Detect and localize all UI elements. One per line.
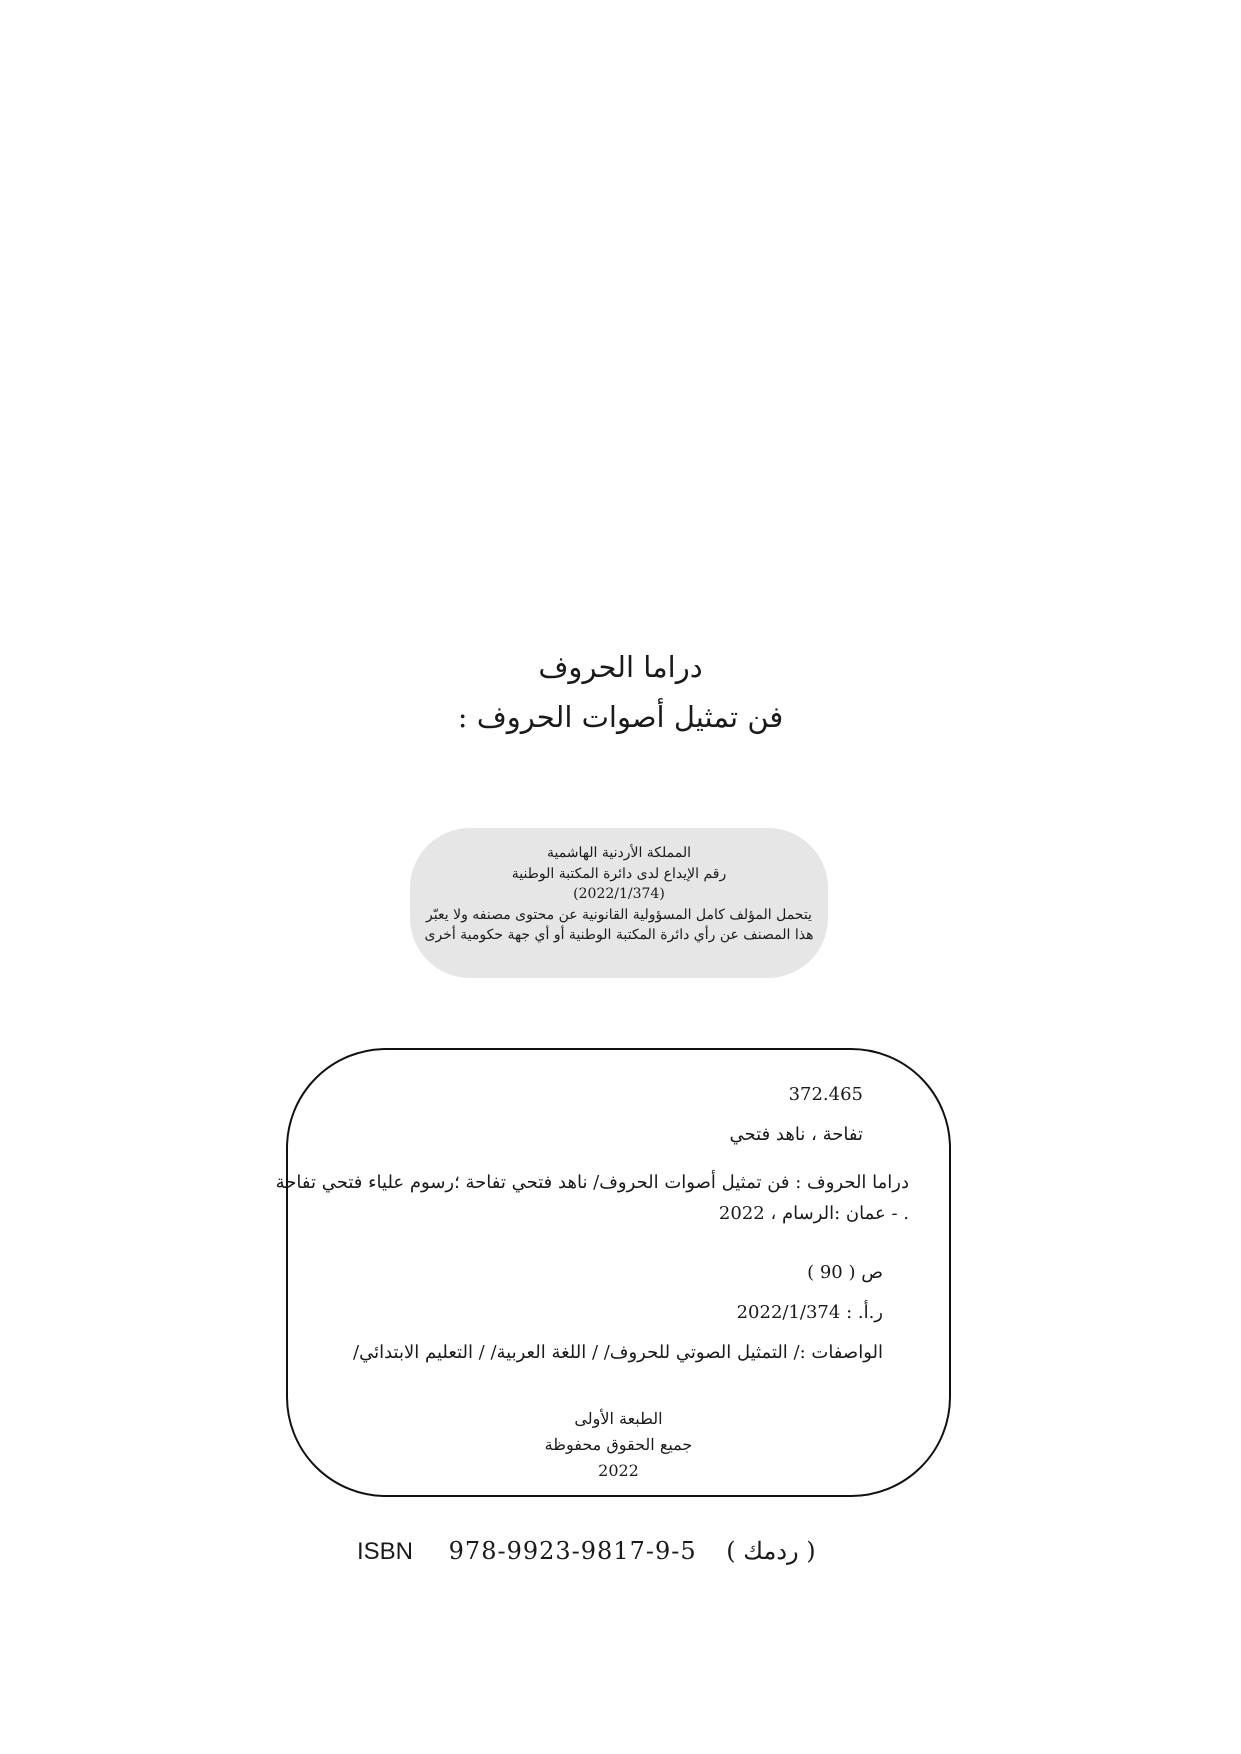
legal-line-disclaimer: هذا المصنف عن رأي دائرة المكتبة الوطنية أو أي جهة حكومية أخرى <box>424 927 814 943</box>
isbn-number: 978-9923-9817-9-5 <box>448 1537 697 1565</box>
edition-block <box>288 1406 949 1484</box>
isbn-label: ISBN <box>357 1538 414 1565</box>
catalog-keywords: الواصفات :/ التمثيل الصوتي للحروف/ / اللغة العربية/ / التعليم الابتدائي/ <box>353 1342 883 1363</box>
class-number: 372.465 <box>788 1084 863 1105</box>
edition-label: الطبعة الأولى <box>574 1409 663 1428</box>
legal-line-responsibility: يتحمل المؤلف كامل المسؤولية القانونية عن محتوى مصنفه ولا يعبّر <box>426 906 812 923</box>
book-subtitle: فن تمثيل أصوات الحروف : <box>457 700 784 734</box>
catalog-publication: . - عمان :الرسام ، 2022 <box>718 1203 909 1224</box>
catalog-pages: ص ( 90 ) <box>807 1262 883 1283</box>
catalog-deposit-number: ر.أ. : 2022/1/374 <box>736 1302 883 1323</box>
catalog-description: دراما الحروف : فن تمثيل أصوات الحروف/ ناهد فتحي تفاحة ؛رسوم علياء فتحي تفاحة <box>275 1172 909 1193</box>
legal-line-country: المملكة الأردنية الهاشمية <box>546 845 692 861</box>
catalog-record-box <box>275 1048 951 1497</box>
isbn-line <box>357 1537 816 1566</box>
catalog-author: تفاحة ، ناهد فتحي <box>729 1124 863 1145</box>
book-title: دراما الحروف <box>538 650 703 684</box>
legal-line-deposit-label: رقم الإيداع لدى دائرة المكتبة الوطنية <box>511 865 727 882</box>
edition-year: 2022 <box>598 1461 639 1480</box>
legal-notice-box <box>410 828 828 978</box>
isbn-arabic-label: ( ردمك ) <box>726 1537 816 1565</box>
legal-line-deposit-number: (2022/1/374) <box>573 886 665 902</box>
rights-label: جميع الحقوق محفوظة <box>544 1435 693 1454</box>
